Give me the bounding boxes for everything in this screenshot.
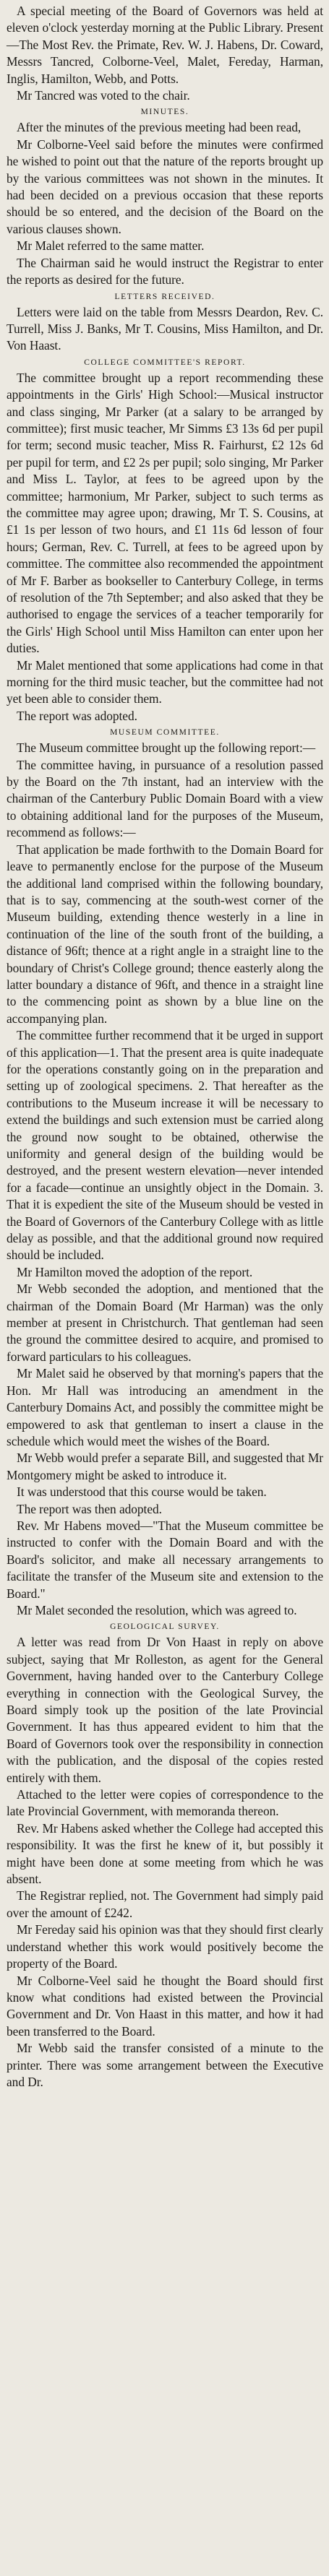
minutes-paragraph: Mr Colborne-Veel said before the minutes were confirmed he wished to point out that the nature of the reports brought up by the various committees was not shown in the minutes. It had been decided on a previous occasion that these reports should be so entered, and the decision of the Board on the various clauses shown.	[7, 137, 323, 236]
section-heading-museum-committee: MUSEUM COMMITTEE.	[110, 728, 220, 738]
section-heading-minutes: MINUTES.	[140, 108, 189, 117]
museum-paragraph: Mr Malet said he observed by that morning's papers that the Hon. Mr Hall was introducing an amendment in the Canterbury Domains Act, and possibly the committee might be empowered to ask that gentleman to insert a clause in the schedule which would meet the wishes of the Board.	[7, 1366, 323, 1448]
geological-paragraph: Rev. Mr Habens asked whether the College had accepted this responsibility. It was the first he knew of it, but possibly it might have been done at some meeting from which he was absent.	[7, 1820, 323, 1887]
minutes-paragraph: The Chairman said he would instruct the Registrar to enter the reports as desired for the future.	[7, 255, 323, 288]
museum-paragraph: The committee further recommend that it be urged in support of this application—1. That the present area is quite inadequate for the operations constantly going on in the preparation and setting up of zoological specimens. 2. That hereafter as the contributions to the Museum increase it will be necessary to extend the buildings and such extension must be carried along the ground now sought to be obtained, otherwise the uniformity and general design of the building would be destroyed, and the present western elevation—never intended for a facade—continue an unsightly object in the Domain. 3. That it is expedient the site of the Museum should be vested in the Board of Governors of the Canterbury College with as little delay as possible, and that the additional ground now required should be included.	[7, 1028, 323, 1263]
letters-paragraph: Letters were laid on the table from Messrs Deardon, Rev. C. Turrell, Miss J. Banks, Mr T. Cousins, Miss Hamilton, and Dr. Von Haast.	[7, 304, 323, 353]
geological-paragraph: Attached to the letter were copies of correspondence to the late Provincial Government, with memoranda thereon.	[7, 1787, 323, 1819]
chair-paragraph: Mr Tancred was voted to the chair.	[17, 88, 190, 103]
geological-paragraph: The Registrar replied, not. The Government had simply paid over the amount of £242.	[7, 1888, 323, 1920]
section-heading-geological-survey: GEOLOGICAL SURVEY.	[110, 1622, 220, 1632]
college-paragraph: The committee brought up a report recommending these appointments in the Girls' High School:—Musical instructor and class singing, Mr Parker (at a salary to be arranged by committee); first music teacher, Mr Simms £3 13s 6d per pupil for term; second music teacher, Miss R. Fairhurst, £2 12s 6d per pupil for term, and £2 2s per pupil; solo singing, Mr Parker and Miss L. Taylor, at fees to be agreed upon by the committee; harmonium, Mr Parker, subject to such terms as the committee may agree upon; drawing, Mr T. S. Cousins, at £1 1s per lesson of two hours, and £1 11s 6d lesson of four hours; German, Rev. C. Turrell, at fees to be agreed upon by committee. The committee also recommended the appointment of Mr F. Barber as bookseller to Canterbury College, in terms of resolution of the 7th September; and also asked that they be authorised to engage the services of a teacher temporarily for the Girls' High School until Miss Hamilton can enter upon her duties.	[7, 370, 323, 656]
intro-paragraph: A special meeting of the Board of Governors was held at eleven o'clock yesterday morning at the Public Library. Present—The Most Rev. the Primate, Rev. W. J. Habens, Dr. Coward, Messrs Tancred, Colborne-Veel, Malet, Fereday, Harman, Inglis, Hamilton, Webb, and Potts.	[7, 4, 323, 86]
museum-paragraph: That application be made forthwith to the Domain Board for leave to permanently enclose for the purpose of the Museum the additional land comprised within the following boundary, that is to say, commencing at the south-west corner of the Museum building, extending thence westerly in a line in continuation of the line of the south front of the building, a distance of 96ft; thence at a right angle in a straight line to the boundary of Christ's College ground; thence easterly along the latter boundary a distance of 96ft, and thence in a straight line to the commencing point as shown by a blue line on the accompanying plan.	[7, 842, 323, 1026]
section-heading-letters: LETTERS RECEIVED.	[114, 292, 215, 301]
geological-paragraph: Mr Webb said the transfer consisted of a minute to the printer. There was some arrangement between the Executive and Dr.	[7, 2041, 323, 2089]
museum-paragraph: The committee having, in pursuance of a resolution passed by the Board on the 7th instant, had an interview with the chairman of the Canterbury Public Domain Board with a view to obtaining additional land for the purposes of the Museum, recommend as follows:—	[7, 757, 323, 840]
museum-paragraph: Mr Webb seconded the adoption, and mentioned that the chairman of the Domain Board (Mr Harman) was the only member at present in Christchurch. That gentleman had seen the ground the committee desired to acquire, and promised to forward particulars to his colleagues.	[7, 1281, 323, 1364]
museum-paragraph: It was understood that this course would be taken.	[17, 1484, 267, 1500]
museum-paragraph: The report was then adopted.	[17, 1501, 162, 1516]
section-heading-college-committee: COLLEGE COMMITTEE'S REPORT.	[84, 358, 246, 367]
museum-paragraph: Mr Webb would prefer a separate Bill, and suggested that Mr Montgomery might be asked to introduce it.	[7, 1451, 323, 1482]
museum-paragraph: Mr Malet seconded the resolution, which was agreed to.	[17, 1602, 297, 1617]
college-paragraph: Mr Malet mentioned that some applications had come in that morning for the third music teacher, but the committee had not yet been able to consider them.	[7, 657, 323, 706]
geological-paragraph: Mr Colborne-Veel said he thought the Board should first know what conditions had existed between the Provincial Government and Dr. Von Haast in this matter, and how it had been transferred to the Board.	[7, 1973, 323, 2039]
geological-paragraph: A letter was read from Dr Von Haast in reply on above subject, saying that Mr Rolleston, as agent for the General Government, having handed over to the Canterbury College everything in connection with the Geological Survey, the Board simply took up the position of the late Provincial Government. It has thus appeared evident to him that the Board of Governors took over the responsibility in connection with the publication, and the disposal of the copies rested entirely with them.	[7, 1635, 323, 1785]
minutes-paragraph: After the minutes of the previous meeting had been read,	[17, 120, 302, 135]
college-paragraph: The report was adopted.	[17, 708, 137, 723]
geological-paragraph: Mr Fereday said his opinion was that they should first clearly understand whether this work would positively become the property of the Board.	[7, 1922, 323, 1971]
museum-paragraph: Mr Hamilton moved the adoption of the report.	[17, 1264, 253, 1279]
museum-paragraph: Rev. Mr Habens moved—"That the Museum committee be instructed to confer with the Domain Board and with the Board's solicitor, and make all necessary arrangements to facilitate the transfer of the Museum site and extension to the Board."	[7, 1518, 323, 1601]
minutes-paragraph: Mr Malet referred to the same matter.	[17, 238, 205, 254]
museum-paragraph: The Museum committee brought up the following report:—	[17, 740, 316, 756]
